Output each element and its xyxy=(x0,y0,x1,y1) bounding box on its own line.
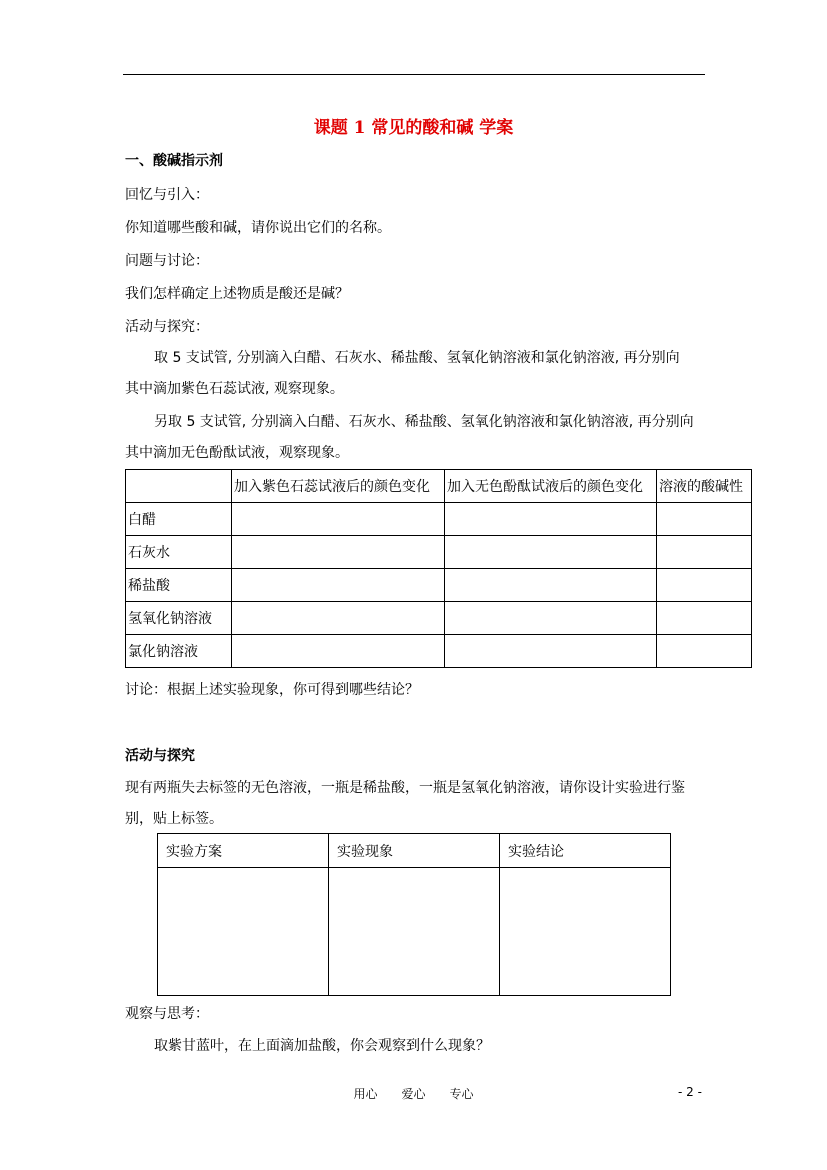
blank-cell xyxy=(445,635,657,668)
blank-cell xyxy=(445,503,657,536)
observe-question: 取紫甘蓝叶，在上面滴加盐酸，你会观察到什么现象？ xyxy=(154,1038,490,1054)
blank-cell xyxy=(445,536,657,569)
blank-cell xyxy=(657,635,752,668)
table-header-cell: 实验结论 xyxy=(500,834,671,868)
discuss-label: 问题与讨论： xyxy=(125,253,209,269)
blank-cell xyxy=(232,536,445,569)
blank-cell xyxy=(657,503,752,536)
table-row xyxy=(158,868,671,996)
activity-2-heading: 活动与探究 xyxy=(125,748,195,764)
paragraph-1-line-2: 其中滴加紫色石蕊试液, 观察现象。 xyxy=(125,381,344,397)
table-header-cell: 实验现象 xyxy=(329,834,500,868)
blank-cell xyxy=(329,868,500,996)
blank-cell xyxy=(232,569,445,602)
discussion-question: 讨论：根据上述实验现象，你可得到哪些结论？ xyxy=(125,682,419,698)
table-row xyxy=(126,536,752,569)
identification-table xyxy=(157,833,671,996)
discuss-question: 我们怎样确定上述物质是酸还是碱？ xyxy=(125,286,349,302)
table-row xyxy=(126,635,752,668)
row-label: 氯化钠溶液 xyxy=(126,635,232,668)
blank-cell xyxy=(232,602,445,635)
recall-question: 你知道哪些酸和碱，请你说出它们的名称。 xyxy=(125,220,391,236)
activity-2-line-1: 现有两瓶失去标签的无色溶液，一瓶是稀盐酸，一瓶是氢氧化钠溶液，请你设计实验进行鉴 xyxy=(125,780,685,796)
blank-cell xyxy=(657,602,752,635)
blank-cell xyxy=(445,569,657,602)
recall-label: 回忆与引入： xyxy=(125,187,209,203)
table-header-cell: 溶液的酸碱性 xyxy=(657,470,752,503)
table-header-cell xyxy=(126,470,232,503)
blank-cell xyxy=(657,569,752,602)
table-row xyxy=(126,602,752,635)
footer-motto: 用心 爱心 专心 xyxy=(353,1087,474,1101)
page-number: - 2 - xyxy=(678,1085,702,1099)
paragraph-1-line-1: 取 5 支试管, 分别滴入白醋、石灰水、稀盐酸、氢氧化钠溶液和氯化钠溶液, 再分别向 xyxy=(154,350,680,366)
activity-label: 活动与探究： xyxy=(125,319,209,335)
row-label: 稀盐酸 xyxy=(126,569,232,602)
blank-cell xyxy=(445,602,657,635)
indicator-table xyxy=(125,469,752,668)
blank-cell xyxy=(500,868,671,996)
table-row xyxy=(126,569,752,602)
paragraph-2-line-1: 另取 5 支试管, 分别滴入白醋、石灰水、稀盐酸、氢氧化钠溶液和氯化钠溶液, 再分别向 xyxy=(154,414,694,430)
document-title: 课题 1 常见的酸和碱 学案 xyxy=(313,118,514,138)
table-header-cell: 实验方案 xyxy=(158,834,329,868)
section-heading: 一、酸碱指示剂 xyxy=(125,153,223,169)
observe-label: 观察与思考： xyxy=(125,1006,209,1022)
table-header-row xyxy=(126,470,752,503)
row-label: 氢氧化钠溶液 xyxy=(126,602,232,635)
table-header-cell: 加入无色酚酞试液后的颜色变化 xyxy=(445,470,657,503)
row-label: 白醋 xyxy=(126,503,232,536)
blank-cell xyxy=(657,536,752,569)
table-header-row xyxy=(158,834,671,868)
header-rule xyxy=(123,74,705,75)
table-header-cell: 加入紫色石蕊试液后的颜色变化 xyxy=(232,470,445,503)
paragraph-2-line-2: 其中滴加无色酚酞试液，观察现象。 xyxy=(125,445,349,461)
blank-cell xyxy=(158,868,329,996)
table-row xyxy=(126,503,752,536)
blank-cell xyxy=(232,503,445,536)
activity-2-line-2: 别，贴上标签。 xyxy=(125,811,223,827)
blank-cell xyxy=(232,635,445,668)
row-label: 石灰水 xyxy=(126,536,232,569)
